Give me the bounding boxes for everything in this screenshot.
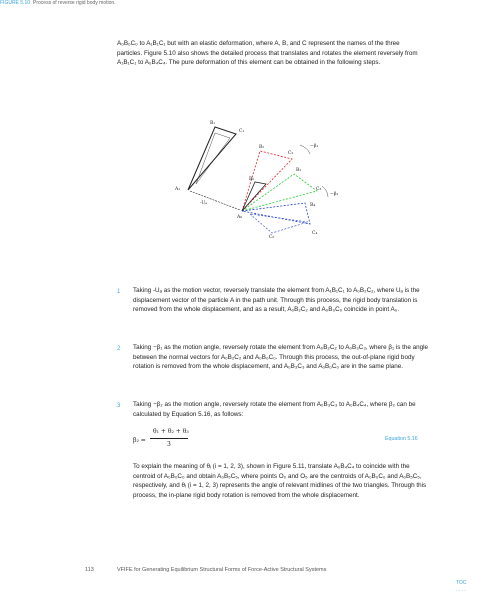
label-b4: B₄ <box>310 203 316 208</box>
label-neg-beta1: −β₁ <box>310 144 319 149</box>
toc-dots: ···· <box>456 588 467 594</box>
step-text-3: Taking −β₂ as the motion angle, reversely rotate the element from A₀B₃C₃ to A₀B₄C₄, where β₂ can be calculated by Equation 5.16, as follows: <box>133 401 416 418</box>
label-neg-beta2: −β₂ <box>330 192 339 197</box>
caption-label: FIGURE 5.10 <box>0 0 31 6</box>
step-number-3: 3 <box>117 403 121 409</box>
translation-vector <box>190 191 240 210</box>
equation-lhs: β₂ = <box>133 437 146 444</box>
triangle-a1b1c1 <box>188 127 236 190</box>
explanation-paragraph: To explain the meaning of θᵢ (i = 1, 2, 3), shown in Figure 5.11, translate A₀B₄C₄ to coincide with the centroid of A₀B₀C₀ and obtain A₀B₅C₅, where points O₀ and O₅ are the centroids of A₀B₀C₀ and A₀B₅C₅, respectively, and θᵢ (i = 1, 2, 3) represents the angle of relevant midlines of the two triangles. Through this process, the in-plane rigid body rotation is removed from the whole displacement. <box>133 463 427 499</box>
rotation-arc-beta1 <box>300 145 310 154</box>
label-a1: A₁ <box>175 187 181 192</box>
equation-numerator: θ₁ + θ₂ + θ₃ <box>153 428 189 435</box>
label-c0: C₀ <box>269 235 275 240</box>
equation-denominator: 3 <box>167 441 171 448</box>
label-b1: B₁ <box>210 121 216 126</box>
rotation-arc-beta2 <box>322 186 328 197</box>
equation-fraction-bar <box>150 438 188 439</box>
label-c1: C₁ <box>239 129 245 134</box>
figure-5-10 <box>160 112 360 246</box>
running-footer: VFIFE for Generating Equilibrium Structural Forms of Force-Active Structural Systems <box>117 567 327 573</box>
equation-label: Equation 5.16 <box>385 436 418 442</box>
triangle-a0b4c4-inner <box>250 214 308 233</box>
label-neg-ua: -Uₐ <box>200 201 208 206</box>
label-a0: A₀ <box>237 215 243 220</box>
figure-caption <box>0 0 486 6</box>
step-text-2: Taking −β₁ as the motion angle, reversely rotate the element from A₀B₂C₂ to A₀B₃C₃, where β₁ is the angle between the normal vectors for A₀B₂C₂ and A₀B₀C₀. Through this process, the out-of-plane rigid body rotation is removed from the whole displacement, and A₀B₃C₃ and A₀B₀C₀ are in the same plane. <box>133 344 429 371</box>
intro-paragraph: A₀B₀C₀ to A₁B₁C₁ but with an elastic deformation, where A, B, and C represent the names of the three particles. Figure 5.10 also shows the detailed process that translates and rotates the element reversely from A₁B₁C₁ to A₀B₄C₄. The pure deformation of this element can be obtained in the following steps. <box>117 40 418 67</box>
step-text-1: Taking -Uₐ as the motion vector, reversely translate the element from A₁B₁C₁ to A₀B₂C₂, where Uₐ is the displacement vector of the particle A in the path unit. Through this process, the rigid body translation is removed from the whole displacement, and as a result, A₀B₂C₂ and A₀B₀C₀ coincide in point A₀. <box>133 287 420 314</box>
step-number-2: 2 <box>117 346 121 352</box>
label-b3: B₃ <box>296 168 302 173</box>
toc-link[interactable]: TOC <box>456 580 467 586</box>
label-c2: C₂ <box>288 151 294 156</box>
caption-text: Process of reverse rigid body motion. <box>33 0 116 6</box>
label-c3: C₃ <box>316 187 322 192</box>
label-b0: B₀ <box>249 177 255 182</box>
step-number-1: 1 <box>117 289 121 295</box>
page-number: 113 <box>85 567 94 573</box>
label-b2: B₂ <box>259 145 265 150</box>
label-c4: C₄ <box>312 231 318 236</box>
